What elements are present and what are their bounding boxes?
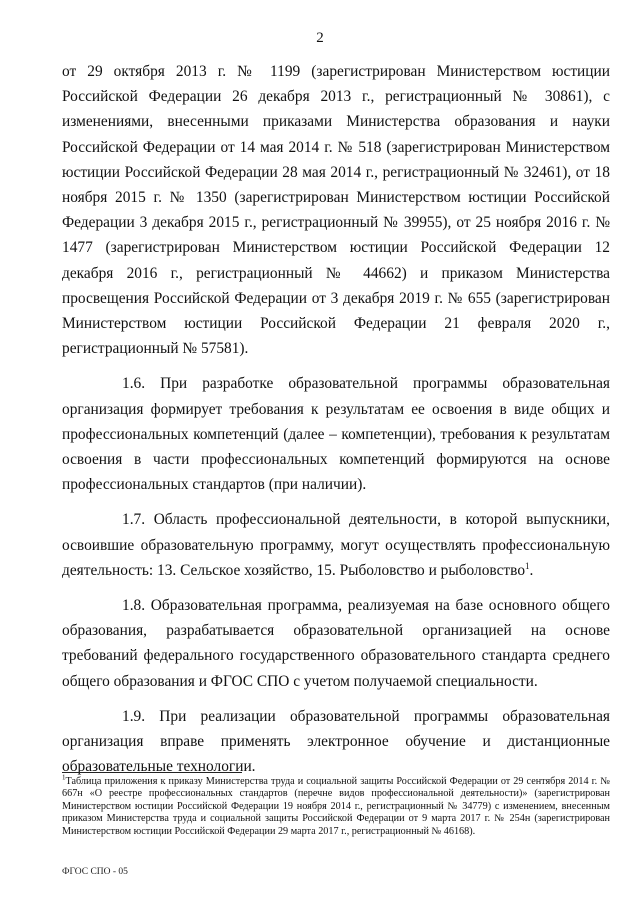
footnote-divider	[62, 772, 242, 773]
footnote-text: Таблица приложения к приказу Министерства труда и социальной защиты Российской Федерации от 29 сентября 2014 г. № 667н «О реестре профессиональных стандартов (перечне видов профессиональной деятельности)» (зарегистрирован Министерством юстиции Российской Федерации 19 ноября 2014 г., регистрационный № 34779) с изменением, внесенным приказом Министерства труда и социальной защиты Российской Федерации от 9 марта 2017 г. № 254н (зарегистрирован Министерством юстиции Российской Федерации 29 марта 2017 г., регистрационный № 46168).	[62, 776, 610, 837]
page-footer: ФГОС СПО - 05	[62, 867, 128, 877]
footnote-marker: 1	[62, 773, 66, 782]
paragraph-1-6: 1.6. При разработке образовательной программы образовательная организация формирует требования к результатам ее освоения в виде общих и профессиональных компетенций (далее – компетенции), требования к результатам освоения в части профессиональных компетенций формируются на основе профессиональных стандартов (при наличии).	[62, 375, 610, 494]
page-number: 2	[316, 30, 324, 46]
body-text	[62, 59, 610, 779]
paragraph-1-8: 1.8. Образовательная программа, реализуемая на базе основного общего образования, разрабатывается образовательной организацией на основе требований федерального государственного образовательного стандарта среднего общего образования и ФГОС СПО с учетом получаемой специальности.	[62, 597, 610, 690]
paragraph-1-7-end: .	[529, 561, 534, 579]
paragraph-1-7	[62, 507, 610, 583]
footnote-reference[interactable]: 1	[525, 560, 530, 571]
paragraph-1-7-text: 1.7. Область профессиональной деятельности, в которой выпускники, освоившие образовательную программу, могут осуществлять профессиональную деятельность: 13. Сельское хозяйство, 15. Рыболовство и рыболовство	[62, 511, 610, 579]
paragraph-1-9: 1.9. При реализации образовательной программы образовательная организация вправе применять электронное обучение и дистанционные образовательные технологии.	[62, 707, 610, 776]
paragraph-continuation: от 29 октября 2013 г. № 1199 (зарегистрирован Министерством юстиции Российской Федерации 26 декабря 2013 г., регистрационный № 30861), с изменениями, внесенными приказами Министерства образования и науки Российской Федерации от 14 мая 2014 г. № 518 (зарегистрирован Министерством юстиции Российской Федерации 28 мая 2014 г., регистрационный № 32461), от 18 ноября 2015 г. № 1350 (зарегистрирован Министерством юстиции Российской Федерации 3 декабря 2015 г., регистрационный № 39955), от 25 ноября 2016 г. № 1477 (зарегистрирован Министерством юстиции Российской Федерации 12 декабря 2016 г., регистрационный № 44662) и приказом Министерства просвещения Российской Федерации от 3 декабря 2019 г. № 655 (зарегистрирован Министерством юстиции Российской Федерации 21 февраля 2020 г., регистрационный № 57581).	[62, 63, 610, 358]
footnote	[62, 773, 610, 838]
